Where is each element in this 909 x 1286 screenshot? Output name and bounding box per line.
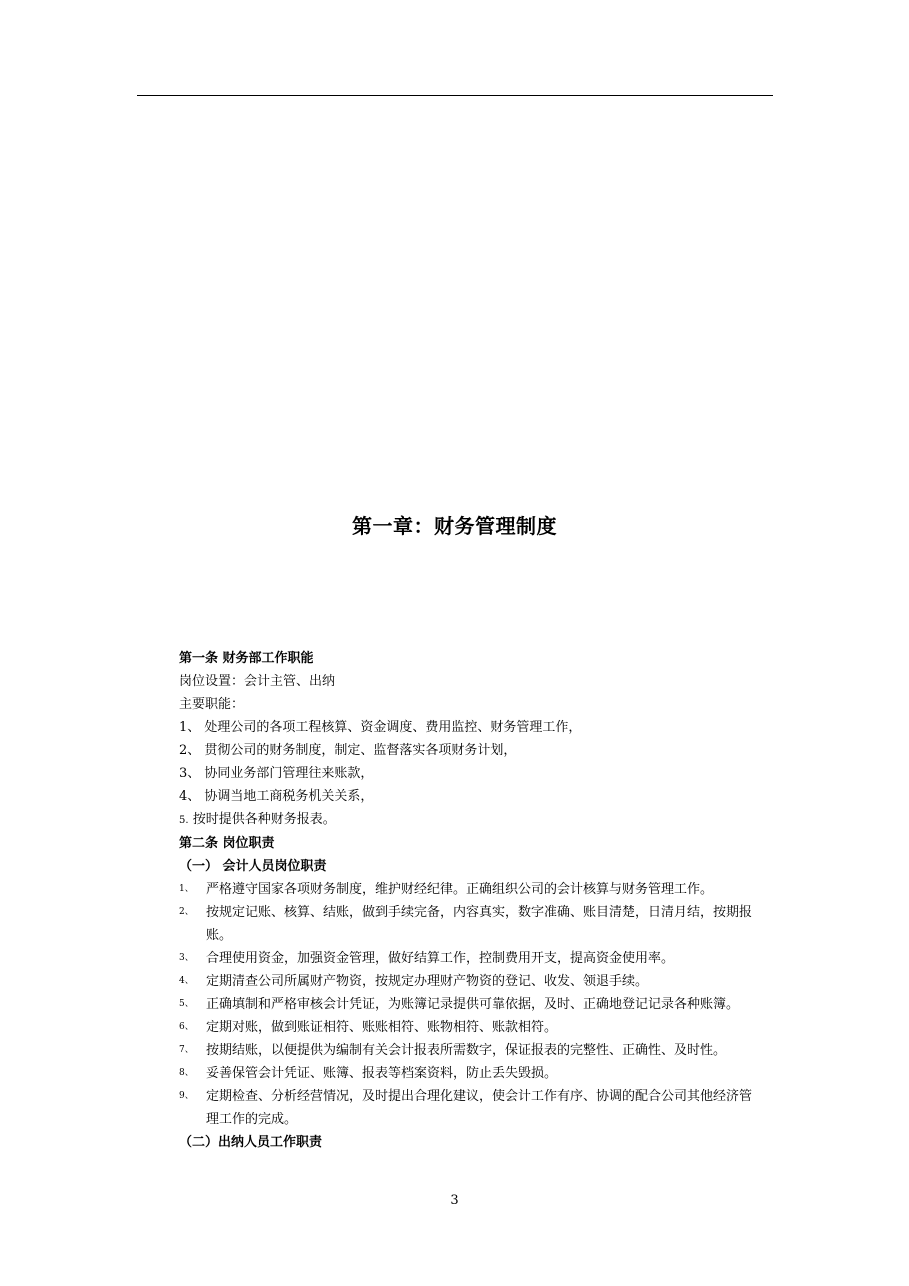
section1-heading: （一） 会计人员岗位职责 bbox=[179, 859, 327, 874]
list-item-text: 合理使用资金，加强资金管理，做好结算工作，控制费用开支，提高资金使用率。 bbox=[206, 951, 675, 966]
list-item-number: 8、 bbox=[179, 1068, 194, 1078]
duty-item: 2、 贯彻公司的财务制度，制定、监督落实各项财务计划， bbox=[179, 743, 517, 758]
list-item bbox=[179, 878, 779, 901]
list-item-text: 定期检查、分析经营情况，及时提出合理化建议，使会计工作有序、协调的配合公司其他经济管 bbox=[206, 1089, 753, 1104]
list-item-text: 严格遵守国家各项财务制度，维护财经纪律。正确组织公司的会计核算与财务管理工作。 bbox=[206, 882, 714, 897]
list-item-text: 按规定记账、核算、结账，做到手续完备，内容真实，数字准确、账目清楚，日清月结，按期报 bbox=[206, 905, 753, 920]
list-item-number: 3、 bbox=[179, 953, 194, 963]
list-item bbox=[179, 1062, 779, 1085]
positions-line: 岗位设置：会计主管、出纳 bbox=[179, 674, 336, 689]
duty-item bbox=[179, 808, 779, 832]
duty-item: 1、 处理公司的各项工程核算、资金调度、费用监控、财务管理工作， bbox=[179, 720, 582, 735]
list-item-text: 正确填制和严格审核会计凭证，为账簿记录提供可靠依据，及时、正确地登记记录各种账簿。 bbox=[206, 997, 740, 1012]
list-item-number: 9、 bbox=[179, 1091, 194, 1101]
list-item bbox=[179, 947, 779, 970]
header-rule bbox=[137, 95, 773, 96]
list-item-number: 6、 bbox=[179, 1022, 194, 1032]
list-item-text: 定期清查公司所属财产物资，按规定办理财产物资的登记、收发、领退手续。 bbox=[206, 974, 649, 989]
duty-number: 5. bbox=[179, 815, 189, 826]
list-item bbox=[179, 1016, 779, 1039]
list-item bbox=[179, 970, 779, 993]
list-item-text: 妥善保管会计凭证、账簿、报表等档案资料，防止丢失毁损。 bbox=[206, 1066, 558, 1081]
list-item-number: 2、 bbox=[179, 907, 194, 917]
list-item-text: 按期结账，以便提供为编制有关会计报表所需数字，保证报表的完整性、正确性、及时性。 bbox=[206, 1043, 727, 1058]
list-item-number: 7、 bbox=[179, 1045, 194, 1055]
list-item-text-continued: 账。 bbox=[206, 928, 233, 943]
section2-heading: （二）出纳人员工作职责 bbox=[179, 1135, 323, 1150]
list-item bbox=[179, 1039, 779, 1062]
duty-item: 3、 协同业务部门管理往来账款， bbox=[179, 766, 374, 781]
article2-heading: 第二条 岗位职责 bbox=[179, 836, 275, 851]
document-body bbox=[179, 647, 779, 1154]
main-duties-label: 主要职能： bbox=[179, 697, 245, 712]
article1-heading: 第一条 财务部工作职能 bbox=[179, 651, 314, 666]
list-item-number: 1、 bbox=[179, 884, 194, 894]
page-number: 3 bbox=[450, 1193, 459, 1208]
chapter-title: 第一章：财务管理制度 bbox=[352, 514, 557, 538]
list-item-number: 5、 bbox=[179, 999, 194, 1009]
list-item-text-continued: 理工作的完成。 bbox=[206, 1112, 298, 1127]
duty-text: 按时提供各种财务报表。 bbox=[192, 812, 336, 827]
list-item-text: 定期对账，做到账证相符、账账相符、账物相符、账款相符。 bbox=[206, 1020, 558, 1035]
list-item bbox=[179, 901, 779, 947]
duty-item: 4、 协调当地工商税务机关关系， bbox=[179, 789, 374, 804]
list-item bbox=[179, 1085, 779, 1131]
list-item-number: 4、 bbox=[179, 976, 194, 986]
list-item bbox=[179, 993, 779, 1016]
